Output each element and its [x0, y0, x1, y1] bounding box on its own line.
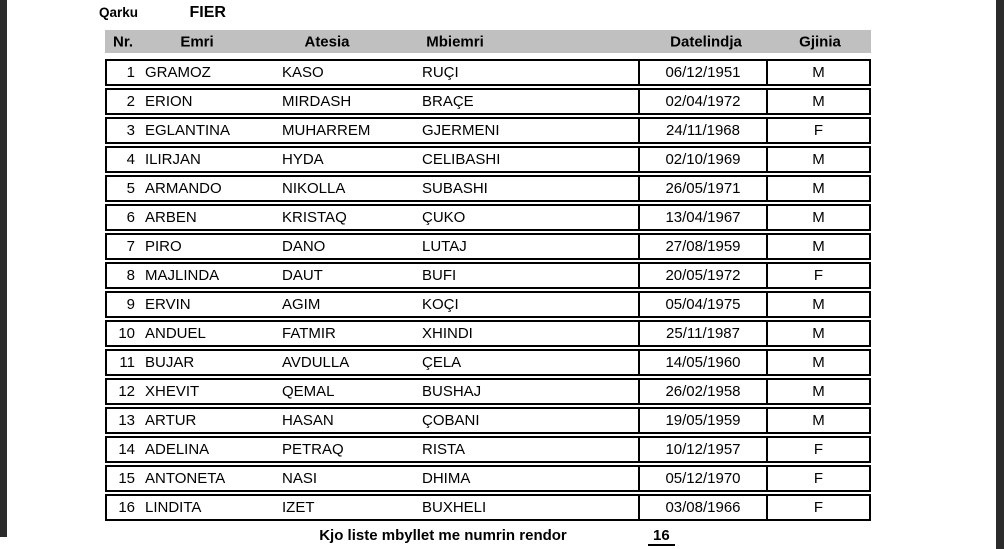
closing-text: Kjo liste mbyllet me numrin rendor — [319, 527, 567, 544]
gender-cell: M — [766, 351, 869, 374]
table-row — [105, 320, 871, 347]
district-label: Qarku — [99, 5, 139, 20]
surname-cell: LUTAJ — [422, 238, 467, 255]
first-name-cell: ANTONETA — [145, 470, 226, 487]
surname-cell: DHIMA — [422, 470, 471, 487]
header-surname: Mbiemri — [426, 33, 484, 50]
father-name-cell: MIRDASH — [282, 93, 352, 110]
gender-cell: M — [766, 409, 869, 432]
name-cell — [107, 177, 638, 200]
table-row — [105, 262, 871, 289]
closing-line — [105, 527, 871, 547]
table-row — [105, 88, 871, 115]
table-row — [105, 407, 871, 434]
birth-date-cell: 10/12/1957 — [638, 438, 766, 461]
father-name-cell: IZET — [282, 499, 315, 516]
birth-date-cell: 02/10/1969 — [638, 148, 766, 171]
birth-date-cell: 13/04/1967 — [638, 206, 766, 229]
father-name-cell: KASO — [282, 64, 324, 81]
birth-date-cell: 06/12/1951 — [638, 61, 766, 84]
gender-cell: M — [766, 177, 869, 200]
surname-cell: ÇUKO — [422, 209, 466, 226]
gender-cell: M — [766, 148, 869, 171]
first-name-cell: GRAMOZ — [145, 64, 211, 81]
table-header-row — [105, 30, 871, 53]
gender-cell: M — [766, 380, 869, 403]
row-number: 8 — [126, 267, 135, 284]
birth-date-cell: 26/05/1971 — [638, 177, 766, 200]
table-row — [105, 494, 871, 521]
surname-cell: CELIBASHI — [422, 151, 501, 168]
surname-cell: ÇELA — [422, 354, 462, 371]
gender-cell: F — [766, 438, 869, 461]
surname-cell: SUBASHI — [422, 180, 488, 197]
row-number: 7 — [126, 238, 135, 255]
birth-date-cell: 26/02/1958 — [638, 380, 766, 403]
gender-cell: M — [766, 206, 869, 229]
name-cell — [107, 264, 638, 287]
row-number: 4 — [126, 151, 135, 168]
surname-cell: BUSHAJ — [422, 383, 482, 400]
name-cell — [107, 380, 638, 403]
father-name-cell: AGIM — [282, 296, 321, 313]
header-father-name: Atesia — [304, 33, 350, 50]
table-row — [105, 436, 871, 463]
first-name-cell: ARBEN — [145, 209, 197, 226]
first-name-cell: ANDUEL — [145, 325, 206, 342]
surname-cell: GJERMENI — [422, 122, 500, 139]
surname-cell: ÇOBANI — [422, 412, 480, 429]
header-number: Nr. — [112, 33, 134, 50]
gender-cell: F — [766, 496, 869, 519]
district-value: FIER — [189, 4, 226, 21]
voters-table — [105, 30, 871, 523]
row-number: 1 — [126, 64, 135, 81]
father-name-cell: HYDA — [282, 151, 324, 168]
father-name-cell: HASAN — [282, 412, 334, 429]
name-cell — [107, 148, 638, 171]
surname-cell: RUÇI — [422, 64, 459, 81]
birth-date-cell: 03/08/1966 — [638, 496, 766, 519]
name-cell — [107, 467, 638, 490]
row-number: 11 — [119, 354, 135, 371]
row-number: 13 — [118, 412, 135, 429]
first-name-cell: LINDITA — [145, 499, 202, 516]
surname-cell: BRAÇE — [422, 93, 474, 110]
first-name-cell: ERVIN — [145, 296, 191, 313]
gender-cell: F — [766, 264, 869, 287]
name-cell — [107, 496, 638, 519]
surname-cell: BUFI — [422, 267, 457, 284]
first-name-cell: BUJAR — [145, 354, 195, 371]
header-birth-date: Datelindja — [670, 33, 742, 50]
table-row — [105, 233, 871, 260]
name-cell — [107, 438, 638, 461]
birth-date-cell: 24/11/1968 — [638, 119, 766, 142]
row-number: 15 — [118, 470, 135, 487]
birth-date-cell: 25/11/1987 — [638, 322, 766, 345]
name-cell — [107, 293, 638, 316]
district-line — [99, 4, 226, 22]
first-name-cell: ERION — [145, 93, 193, 110]
name-cell — [107, 351, 638, 374]
birth-date-cell: 20/05/1972 — [638, 264, 766, 287]
father-name-cell: DANO — [282, 238, 326, 255]
row-number: 10 — [118, 325, 135, 342]
birth-date-cell: 02/04/1972 — [638, 90, 766, 113]
name-cell — [107, 322, 638, 345]
table-row — [105, 349, 871, 376]
surname-cell: BUXHELI — [422, 499, 487, 516]
closing-number: 16 — [648, 527, 675, 546]
first-name-cell: ARMANDO — [145, 180, 222, 197]
table-row — [105, 146, 871, 173]
viewer-edge-left — [0, 0, 7, 537]
name-cell — [107, 119, 638, 142]
first-name-cell: ARTUR — [145, 412, 197, 429]
father-name-cell: PETRAQ — [282, 441, 344, 458]
birth-date-cell: 14/05/1960 — [638, 351, 766, 374]
gender-cell: M — [766, 61, 869, 84]
father-name-cell: QEMAL — [282, 383, 335, 400]
table-row — [105, 465, 871, 492]
first-name-cell: PIRO — [145, 238, 182, 255]
row-number: 12 — [118, 383, 135, 400]
gender-cell: M — [766, 293, 869, 316]
row-number: 5 — [126, 180, 135, 197]
row-number: 14 — [118, 441, 135, 458]
row-number: 16 — [118, 499, 135, 516]
surname-cell: RISTA — [422, 441, 466, 458]
birth-date-cell: 27/08/1959 — [638, 235, 766, 258]
table-row — [105, 117, 871, 144]
father-name-cell: NASI — [282, 470, 318, 487]
table-row — [105, 175, 871, 202]
table-row — [105, 378, 871, 405]
gender-cell: F — [766, 467, 869, 490]
name-cell — [107, 90, 638, 113]
surname-cell: XHINDI — [422, 325, 473, 342]
name-cell — [107, 235, 638, 258]
row-number: 6 — [126, 209, 135, 226]
viewer-edge-right — [996, 0, 1004, 549]
father-name-cell: AVDULLA — [282, 354, 350, 371]
birth-date-cell: 19/05/1959 — [638, 409, 766, 432]
header-first-name: Emri — [180, 33, 214, 50]
father-name-cell: MUHARREM — [282, 122, 371, 139]
name-cell — [107, 61, 638, 84]
father-name-cell: NIKOLLA — [282, 180, 346, 197]
first-name-cell: EGLANTINA — [145, 122, 231, 139]
header-gender: Gjinia — [799, 33, 841, 50]
surname-cell: KOÇI — [422, 296, 459, 313]
father-name-cell: KRISTAQ — [282, 209, 347, 226]
gender-cell: M — [766, 90, 869, 113]
birth-date-cell: 05/12/1970 — [638, 467, 766, 490]
father-name-cell: FATMIR — [282, 325, 336, 342]
father-name-cell: DAUT — [282, 267, 323, 284]
birth-date-cell: 05/04/1975 — [638, 293, 766, 316]
gender-cell: M — [766, 322, 869, 345]
row-number: 2 — [126, 93, 135, 110]
first-name-cell: MAJLINDA — [145, 267, 220, 284]
table-row — [105, 204, 871, 231]
row-number: 3 — [126, 122, 135, 139]
gender-cell: F — [766, 119, 869, 142]
table-body — [105, 59, 871, 521]
table-row — [105, 59, 871, 86]
first-name-cell: XHEVIT — [145, 383, 200, 400]
table-row — [105, 291, 871, 318]
name-cell — [107, 206, 638, 229]
name-cell — [107, 409, 638, 432]
gender-cell: M — [766, 235, 869, 258]
first-name-cell: ILIRJAN — [145, 151, 201, 168]
first-name-cell: ADELINA — [145, 441, 210, 458]
row-number: 9 — [126, 296, 135, 313]
